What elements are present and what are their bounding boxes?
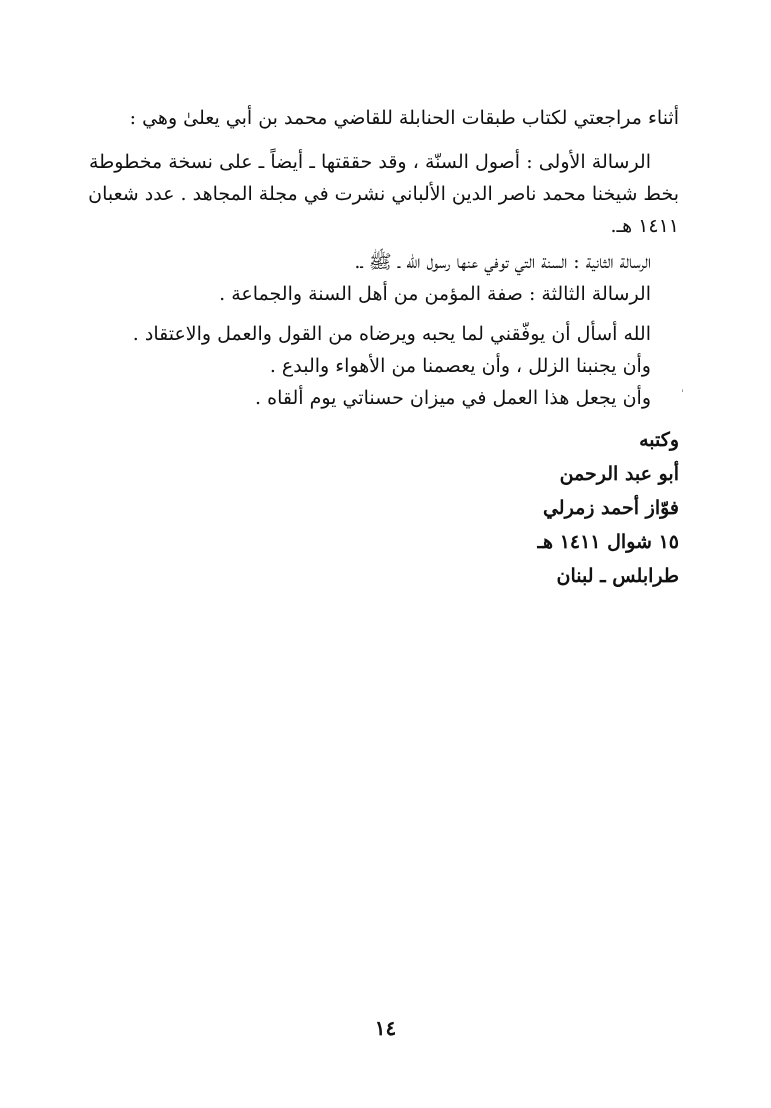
closing-prayer <box>89 318 679 414</box>
margin-mark: ˈ <box>681 388 685 401</box>
signature-block <box>89 423 679 593</box>
page-number: ١٤ <box>374 1016 397 1040</box>
signature-name: فوّاز أحمد زمرلي <box>542 497 679 519</box>
letter-one-line-3: ١٤١١ هـ. <box>610 215 679 237</box>
letter-one-line-2: بخط شيخنا محمد ناصر الدين الألباني نشرت في مجلة المجاهد . عدد شعبان <box>88 183 679 205</box>
closing-line-2: وأن يجنبنا الزلل ، وأن يعصمنا من الأهواء والبدع . <box>269 355 651 377</box>
closing-line-3: وأن يجعل هذا العمل في ميزان حسناتي يوم ألقاه . <box>255 387 651 409</box>
signature-kunya: أبو عبد الرحمن <box>559 463 679 485</box>
letter-three-line: الرسالة الثالثة : صفة المؤمن من أهل السنة والجماعة . <box>219 283 651 305</box>
closing-line-1: الله أسأل أن يوفّقني لما يحبه ويرضاه من القول والعمل والاعتقاد . <box>132 323 651 345</box>
signature-date: ١٥ شوال ١٤١١ هـ <box>537 531 679 553</box>
intro-paragraph <box>89 102 679 134</box>
letter-one-line-1: الرسالة الأولى : أصول السنّة ، وقد حققتها ـ أيضاً ـ على نسخة مخطوطة <box>89 151 651 173</box>
letters-list <box>89 246 679 310</box>
signature-place: طرابلس ـ لبنان <box>556 565 679 587</box>
intro-line: أثناء مراجعتي لكتاب طبقات الحنابلة للقاضي محمد بن أبي يعلىٰ وهي : <box>129 107 679 129</box>
signature-wrote: وكتبه <box>639 429 679 451</box>
letter-one-paragraph <box>89 146 679 242</box>
letter-two-line: الرسالة الثانية : السنة التي توفي عنها رسول الله ـ ﷺ ـ. <box>354 251 651 273</box>
